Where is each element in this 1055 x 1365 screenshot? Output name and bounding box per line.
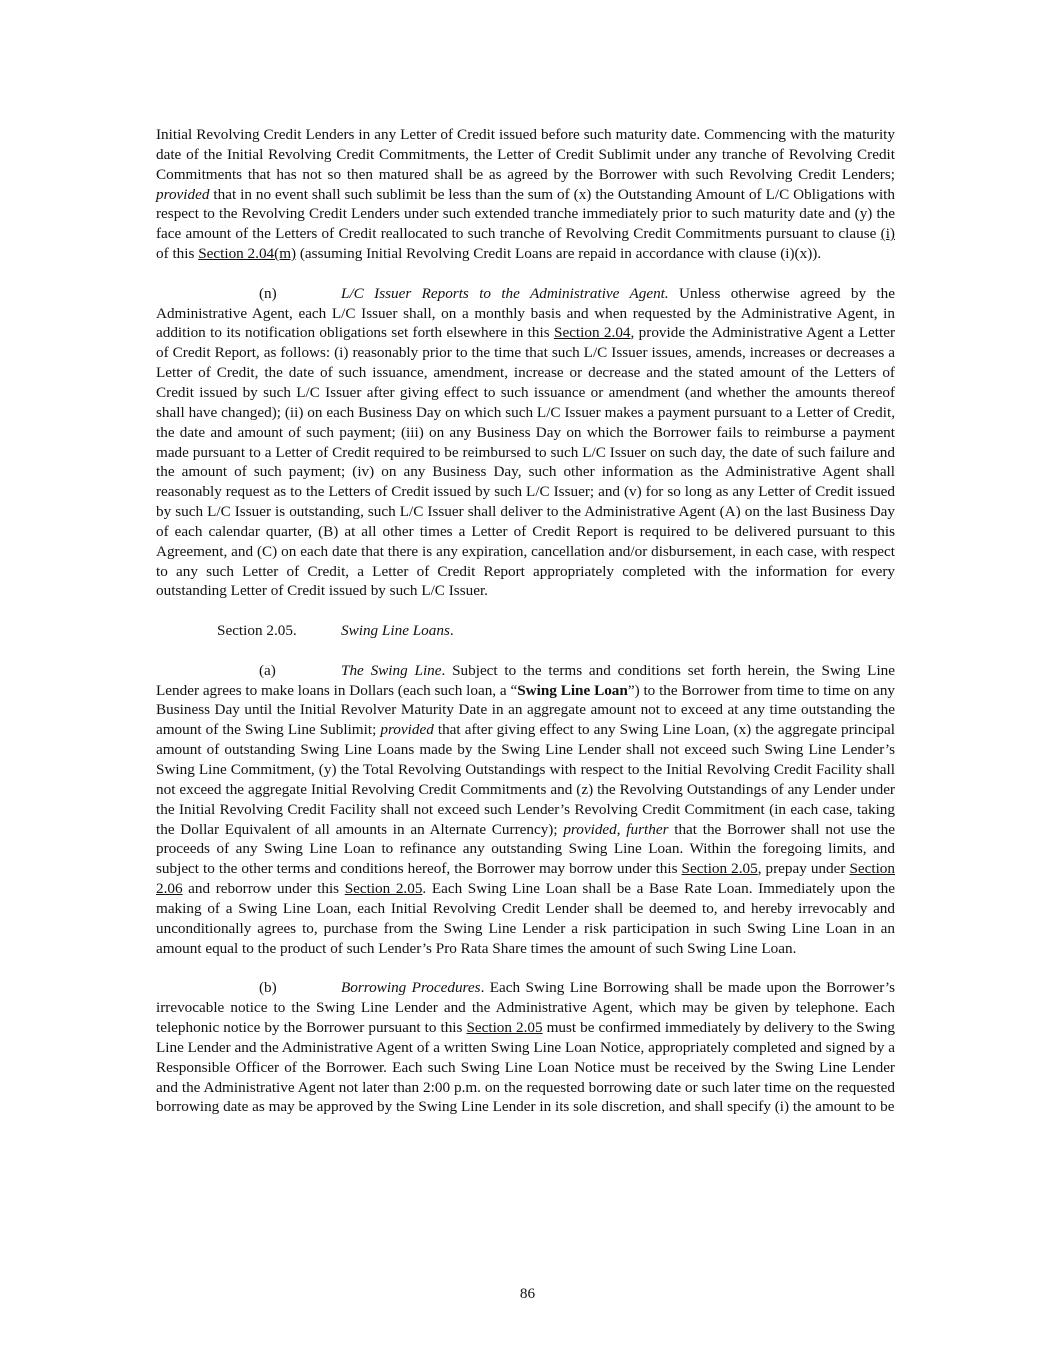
- paragraph-heading: Borrowing Procedures: [341, 979, 481, 997]
- paragraph-continuation: Initial Revolving Credit Lenders in any Letter of Credit issued before such maturity date. Commencing with the maturity date of the Initial Revolving Credit Commitments, the Letter of Credit Sublimit under any tranche of Revolving Credit Commitments that has not so then matured shall be as agreed by the Borrower with such Revolving Credit Lenders; provided that in no event shall such sublimit be less than the sum of (x) the Outstanding Amount of L/C Obligations with respect to the Revolving Credit Lenders under such extended tranche immediately prior to such maturity date and (y) the face amount of the Letters of Credit reallocated to such tranche of Revolving Credit Commitments pursuant to clause (i) of this Section 2.04(m) (assuming Initial Revolving Credit Loans are repaid in accordance with clause (i)(x)).: [156, 126, 895, 263]
- section-reference: Section 2.06: [156, 860, 895, 898]
- paragraph-heading: L/C Issuer Reports to the Administrative Agent.: [341, 284, 669, 302]
- section-title: Swing Line Loans: [341, 622, 450, 640]
- paragraph-heading: The Swing Line: [341, 661, 442, 679]
- paragraph-n: (n) L/C Issuer Reports to the Administrative Agent. Unless otherwise agreed by the Administrative Agent, each L/C Issuer shall, on a monthly basis and when requested by the Administrative Agent, in addition to its notification obligations set forth elsewhere in this Section 2.04, provide the Administrative Agent a Letter of Credit Report, as follows: (i) reasonably prior to the time that such L/C Issuer issues, amends, increases or decreases a Letter of Credit, the date of such issuance, amendment, increase or decrease and the stated amount of the Letters of Credit issued by such L/C Issuer after giving effect to such issuance or amendment (and whether the amounts thereof shall have changed); (ii) on each Business Day on which such L/C Issuer makes a payment pursuant to a Letter of Credit, the date and amount of such payment; (iii) on any Business Day on which the Borrower fails to reimburse a payment made pursuant to a Letter of Credit required to be reimbursed to such L/C Issuer on such day, the date of such failure and the amount of such payment; (iv) on any Business Day, such other information as the Administrative Agent shall reasonably request as to the Letters of Credit issued by such L/C Issuer; and (v) for so long as any Letter of Credit issued by such L/C Issuer is outstanding, such L/C Issuer shall deliver to the Administrative Agent (A) on the last Business Day of each calendar quarter, (B) at all other times a Letter of Credit Report is required to be delivered pursuant to this Agreement, and (C) on each date that there is any expiration, cancellation and/or disbursement, in each case, with respect to any such Letter of Credit, a Letter of Credit Report appropriately completed with the information for every outstanding Letter of Credit issued by such L/C Issuer.: [156, 284, 896, 600]
- paragraph-number: (n): [259, 284, 277, 302]
- section-heading: Section 2.05. Swing Line Loans.: [217, 622, 454, 640]
- section-reference: Section 2.05: [466, 1018, 543, 1036]
- paragraph-b: (b) Borrowing Procedures. Each Swing Line Borrowing shall be made upon the Borrower’s irrevocable notice to the Swing Line Lender and the Administrative Agent, which may be given by telephone. Each telephonic notice by the Borrower pursuant to this Section 2.05 must be confirmed immediately by delivery to the Swing Line Lender and the Administrative Agent of a written Swing Line Loan Notice, appropriately completed and signed by a Responsible Officer of the Borrower. Each such Swing Line Loan Notice must be received by the Swing Line Lender and the Administrative Agent not later than 2:00 p.m. on the requested borrowing date or such later time on the requested borrowing date as may be approved by the Swing Line Lender in its sole discretion, and shall specify (i) the amount to be: [156, 979, 895, 1116]
- paragraph-a: (a) The Swing Line. Subject to the terms and conditions set forth herein, the Swing Line Lender agrees to make loans in Dollars (each such loan, a “Swing Line Loan”) to the Borrower from time to time on any Business Day until the Initial Revolver Maturity Date in an aggregate amount not to exceed at any time outstanding the amount of the Swing Line Sublimit; provided that after giving effect to any Swing Line Loan, (x) the aggregate principal amount of outstanding Swing Line Loans made by the Swing Line Lender shall not exceed such Swing Line Lender’s Swing Line Commitment, (y) the Total Revolving Outstandings with respect to the Initial Revolving Credit Facility shall not exceed the aggregate Initial Revolving Credit Commitments and (z) the Revolving Outstandings of any Lender under the Initial Revolving Credit Facility shall not exceed such Lender’s Revolving Credit Commitment (in each case, taking the Dollar Equivalent of all amounts in an Alternate Currency); provided, further that the Borrower shall not use the proceeds of any Swing Line Loan to refinance any outstanding Swing Line Loan. Within the foregoing limits, and subject to the other terms and conditions hereof, the Borrower may borrow under this Section 2.05, prepay under Section 2.06 and reborrow under this Section 2.05. Each Swing Line Loan shall be a Base Rate Loan. Immediately upon the making of a Swing Line Loan, each Initial Revolving Credit Lender shall be deemed to, and hereby irrevocably and unconditionally agrees to, purchase from the Swing Line Lender a risk participation in such Swing Line Loan in an amount equal to the product of such Lender’s Pro Rata Share times the amount of such Swing Line Loan.: [156, 661, 896, 957]
- section-reference: Section 2.05: [681, 860, 758, 878]
- paragraph-number: (a): [259, 661, 276, 679]
- defined-term: Swing Line Loan: [517, 681, 628, 699]
- paragraph-number: (b): [259, 979, 277, 997]
- document-page: [156, 125, 895, 1117]
- section-reference: Section 2.05: [344, 880, 423, 898]
- section-number: Section 2.05.: [217, 622, 297, 640]
- section-reference: Section 2.04(m): [198, 245, 297, 263]
- page-number: 86: [519, 1285, 536, 1302]
- section-reference: Section 2.04: [554, 324, 631, 342]
